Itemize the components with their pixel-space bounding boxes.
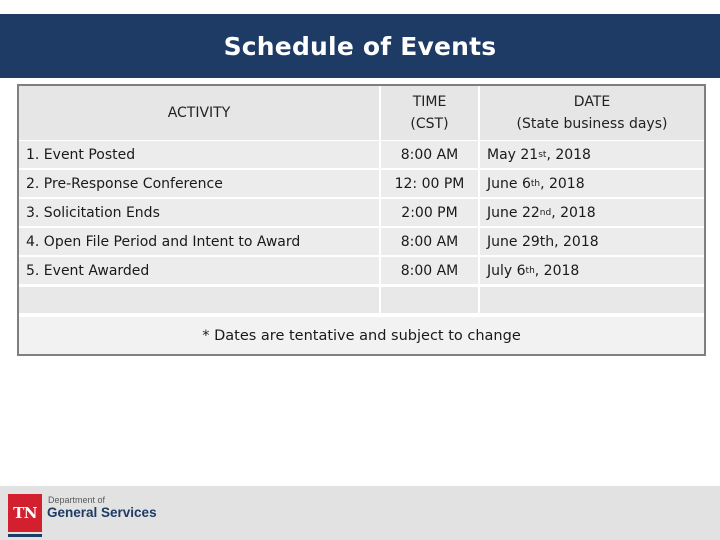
- activity-cell: [19, 141, 379, 168]
- blank-row-date: [480, 287, 704, 313]
- activity-text: 5. Event Awarded: [26, 262, 150, 279]
- disclaimer-note: [19, 317, 704, 354]
- column-header-date: [480, 86, 704, 140]
- date-text: June 22: [487, 204, 540, 221]
- date-ordinal-suffix: nd: [539, 207, 552, 218]
- column-header-activity: [19, 86, 379, 140]
- time-text: 8:00 AM: [400, 262, 459, 279]
- time-cell: [381, 199, 478, 226]
- time-text: 8:00 AM: [400, 233, 459, 250]
- activity-cell: [19, 228, 379, 255]
- logo-underline: [8, 534, 42, 537]
- activity-cell: [19, 199, 379, 226]
- date-text: June 29th, 2018: [487, 233, 599, 250]
- date-cell: [480, 141, 704, 168]
- column-header-date-line1: DATE: [573, 94, 611, 110]
- date-text: May 21: [487, 146, 539, 163]
- time-cell: [381, 228, 478, 255]
- date-ordinal-suffix: th: [530, 178, 541, 189]
- date-cell: [480, 257, 704, 284]
- time-cell: [381, 257, 478, 284]
- disclaimer-note-text: * Dates are tentative and subject to change: [202, 327, 521, 344]
- schedule-table: [17, 84, 706, 356]
- date-ordinal-suffix: st: [538, 149, 547, 160]
- date-cell: [480, 228, 704, 255]
- date-year: , 2018: [540, 175, 585, 192]
- column-header-date-line2: (State business days): [516, 116, 668, 132]
- time-cell: [381, 141, 478, 168]
- activity-cell: [19, 257, 379, 284]
- tn-logo-text: TN: [13, 504, 37, 522]
- activity-text: 2. Pre-Response Conference: [26, 175, 223, 192]
- time-cell: [381, 170, 478, 197]
- blank-row-activity: [19, 287, 379, 313]
- page-title: Schedule of Events: [223, 31, 497, 61]
- activity-text: 3. Solicitation Ends: [26, 204, 160, 221]
- column-header-time-line2: (CST): [410, 116, 449, 132]
- date-text: June 6: [487, 175, 531, 192]
- date-ordinal-suffix: th: [525, 265, 535, 276]
- date-text: July 6: [487, 262, 526, 279]
- column-header-time-line1: TIME: [412, 94, 447, 110]
- date-cell: [480, 199, 704, 226]
- activity-cell: [19, 170, 379, 197]
- department-name: General Services: [47, 505, 157, 520]
- tn-logo: [8, 494, 42, 532]
- blank-row-time: [381, 287, 478, 313]
- column-header-activity-label: ACTIVITY: [167, 105, 231, 121]
- footer-bar: [0, 486, 720, 540]
- time-text: 12: 00 PM: [394, 175, 465, 192]
- title-bar: [0, 14, 720, 78]
- date-year: , 2018: [546, 146, 591, 163]
- date-year: , 2018: [551, 204, 596, 221]
- date-year: , 2018: [534, 262, 580, 279]
- activity-text: 1. Event Posted: [26, 146, 136, 163]
- date-cell: [480, 170, 704, 197]
- time-text: 8:00 AM: [400, 146, 459, 163]
- column-header-time: [381, 86, 478, 140]
- department-label: Department of: [48, 495, 106, 505]
- time-text: 2:00 PM: [401, 204, 458, 221]
- activity-text: 4. Open File Period and Intent to Award: [26, 233, 301, 250]
